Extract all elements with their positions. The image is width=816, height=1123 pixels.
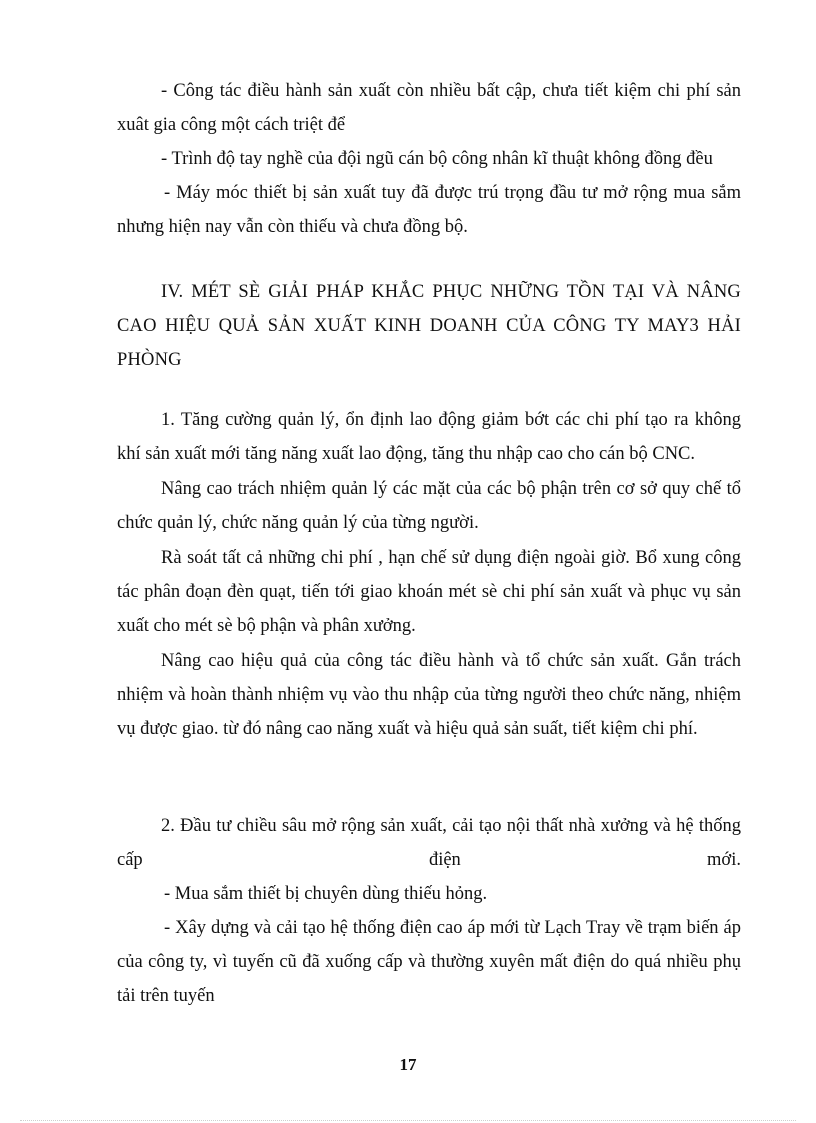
section-2-title-continuation xyxy=(117,843,741,877)
section-heading-iv: IV. MÉT SÈ GIẢI PHÁP KHẮC PHỤC NHỮNG TỒN TẠI VÀ NÂNG CAO HIỆU QUẢ SẢN XUẤT KINH DOANH CỦA CÔNG TY MAY3 HẢI PHÒNG xyxy=(117,282,741,370)
word-dien: điện xyxy=(428,850,461,870)
word-cap: cấp xyxy=(117,850,143,870)
paragraph-production-management: - Công tác điều hành sản xuất còn nhiều bất cập, chưa tiết kiệm chi phí sản xuât gia công một cách triệt để xyxy=(117,81,741,135)
paragraph-skill-level: - Trình độ tay nghề của đội ngũ cán bộ công nhân kĩ thuật không đồng đều xyxy=(161,149,713,169)
paragraph-section-2-title: 2. Đầu tư chiều sâu mở rộng sản xuất, cải tạo nội thất nhà xưởng và hệ thống xyxy=(161,816,741,836)
paragraph-cost-review: Rà soát tất cả những chi phí , hạn chế sử dụng điện ngoài giờ. Bổ xung công tác phân đoạn đèn quạt, tiến tới giao khoán mét sè chi phí sản xuất và phục vụ sản xuất cho mét sè bộ phận và phân xưởng. xyxy=(117,548,741,636)
paragraph-section-1-title: 1. Tăng cường quản lý, ổn định lao động giảm bớt các chi phí tạo ra không khí sản xuất mới tăng năng xuất lao động, tăng thu nhập cao cho cán bộ CNC. xyxy=(117,410,741,464)
paragraph-responsibility: Nâng cao trách nhiệm quản lý các mặt của các bộ phận trên cơ sở quy chế tổ chức quản lý, chức năng quản lý của từng người. xyxy=(117,479,741,533)
paragraph-efficiency: Nâng cao hiệu quả của công tác điều hành và tổ chức sản xuất. Gắn trách nhiệm và hoàn thành nhiệm vụ vào thu nhập của từng người theo chức năng, nhiệm vụ được giao. từ đó nâng cao năng xuất và hiệu quả sản suất, tiết kiệm chi phí. xyxy=(117,651,741,739)
word-moi: mới. xyxy=(707,850,741,870)
paragraph-equipment-purchase: - Mua sắm thiết bị chuyên dùng thiếu hỏng. xyxy=(164,884,488,904)
paragraph-power-system: - Xây dựng và cải tạo hệ thống điện cao áp mới từ Lạch Tray về trạm biến áp của công ty, vì tuyến cũ đã xuống cấp và thường xuyên mất điện do quá nhiều phụ tải trên tuyến xyxy=(117,918,741,1006)
paragraph-machinery: - Máy móc thiết bị sản xuất tuy đã được trú trọng đầu tư mở rộng mua sắm nhưng hiện nay vẫn còn thiếu và chưa đồng bộ. xyxy=(117,183,741,237)
page-number: 17 xyxy=(399,1055,417,1074)
page-bottom-border xyxy=(20,1120,796,1121)
